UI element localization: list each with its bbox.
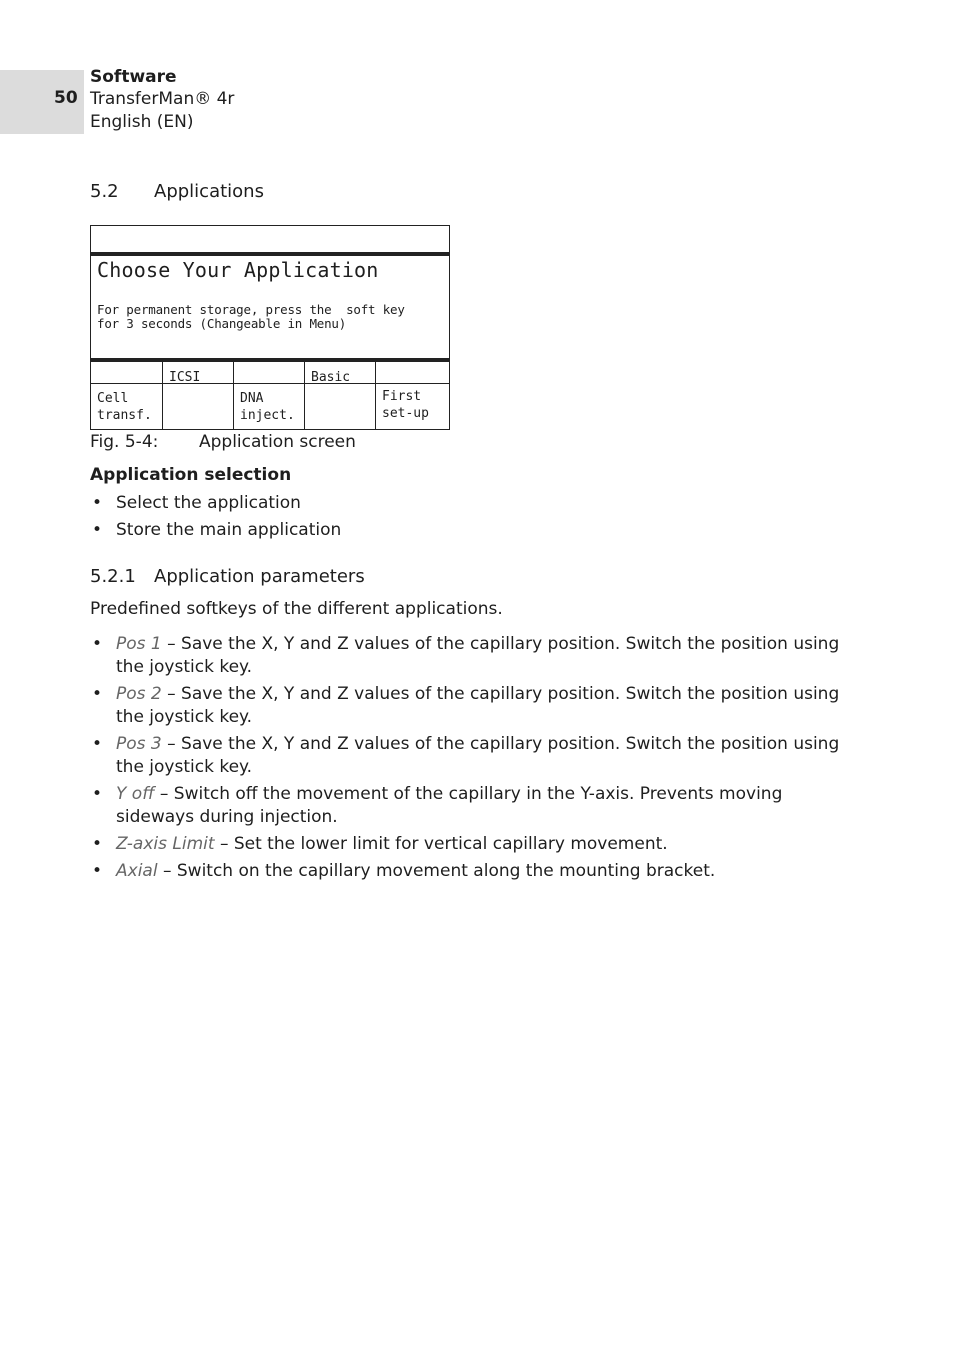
application-selection-list <box>90 492 860 546</box>
list-item <box>90 633 860 679</box>
softkey-dna-inject[interactable] <box>233 362 304 429</box>
bullet: • <box>92 784 103 804</box>
softkey-first-set-up[interactable] <box>375 362 449 429</box>
parameter-description: – Switch off the movement of the capillary in the Y-axis. Prevents moving sideways during injection. <box>116 784 783 827</box>
bullet: • <box>92 861 103 881</box>
list-item <box>90 783 860 829</box>
bullet: • <box>92 520 103 540</box>
parameter-term: Pos 1 <box>116 634 162 654</box>
header-section: Software <box>90 67 177 87</box>
list-item <box>90 733 860 779</box>
bullet: • <box>92 834 103 854</box>
header-language: English (EN) <box>90 112 194 132</box>
parameter-description: – Save the X, Y and Z values of the capillary position. Switch the position using the joystick key. <box>116 684 840 727</box>
softkey-icsi[interactable] <box>162 362 233 429</box>
section-title: Application parameters <box>154 566 365 587</box>
softkey-label: DNA inject. <box>240 391 295 423</box>
figure-caption-text: Application screen <box>199 432 356 452</box>
lcd-title: Choose Your Application <box>97 258 379 282</box>
page-number: 50 <box>54 88 78 108</box>
application-screen-figure <box>90 225 450 430</box>
figure-label: Fig. 5-4: <box>90 432 159 452</box>
parameter-description: – Save the X, Y and Z values of the capillary position. Switch the position using the joystick key. <box>116 634 840 677</box>
list-item: • Select the application <box>92 493 301 513</box>
header-product: TransferMan® 4r <box>90 89 235 109</box>
list-item <box>90 860 860 883</box>
softkey-cell-transf[interactable] <box>91 362 162 429</box>
bullet: • <box>92 684 103 704</box>
parameter-term: Pos 3 <box>116 734 162 754</box>
lcd-divider-top <box>91 252 449 256</box>
softkey-label: Basic <box>311 370 351 385</box>
bullet: • <box>92 634 103 654</box>
intro-paragraph: Predefined softkeys of the different applications. <box>90 599 503 619</box>
softkey-row <box>91 362 449 429</box>
list-item <box>90 833 860 856</box>
section-title: Applications <box>154 181 264 202</box>
lcd-status-bar <box>91 226 449 252</box>
parameter-term: Axial <box>116 861 158 881</box>
parameter-term: Z-axis Limit <box>116 834 215 854</box>
section-heading-5-2-1 <box>90 566 365 587</box>
section-number: 5.2.1 <box>90 566 136 587</box>
bullet: • <box>92 734 103 754</box>
softkey-basic[interactable] <box>304 362 375 429</box>
list-item: • Store the main application <box>92 520 342 540</box>
bullet: • <box>92 493 103 513</box>
parameter-description: – Set the lower limit for vertical capillary movement. <box>214 834 668 854</box>
list-item <box>90 683 860 729</box>
parameter-list <box>90 633 860 887</box>
lcd-message-line-2: for 3 seconds (Changeable in Menu) <box>97 316 347 331</box>
section-number: 5.2 <box>90 181 119 202</box>
softkey-label: First set-up <box>382 389 429 421</box>
softkey-label: Cell transf. <box>97 391 152 423</box>
lcd-message-line-1: For permanent storage, press the soft key <box>97 302 405 317</box>
parameter-term: Pos 2 <box>116 684 162 704</box>
application-selection-heading: Application selection <box>90 465 292 485</box>
section-heading-5-2 <box>90 181 264 202</box>
parameter-description: – Switch on the capillary movement along the mounting bracket. <box>157 861 716 881</box>
softkey-label: ICSI <box>169 370 201 385</box>
parameter-description: – Save the X, Y and Z values of the capillary position. Switch the position using the joystick key. <box>116 734 840 777</box>
figure-caption <box>90 432 356 452</box>
parameter-term: Y off <box>116 784 155 804</box>
